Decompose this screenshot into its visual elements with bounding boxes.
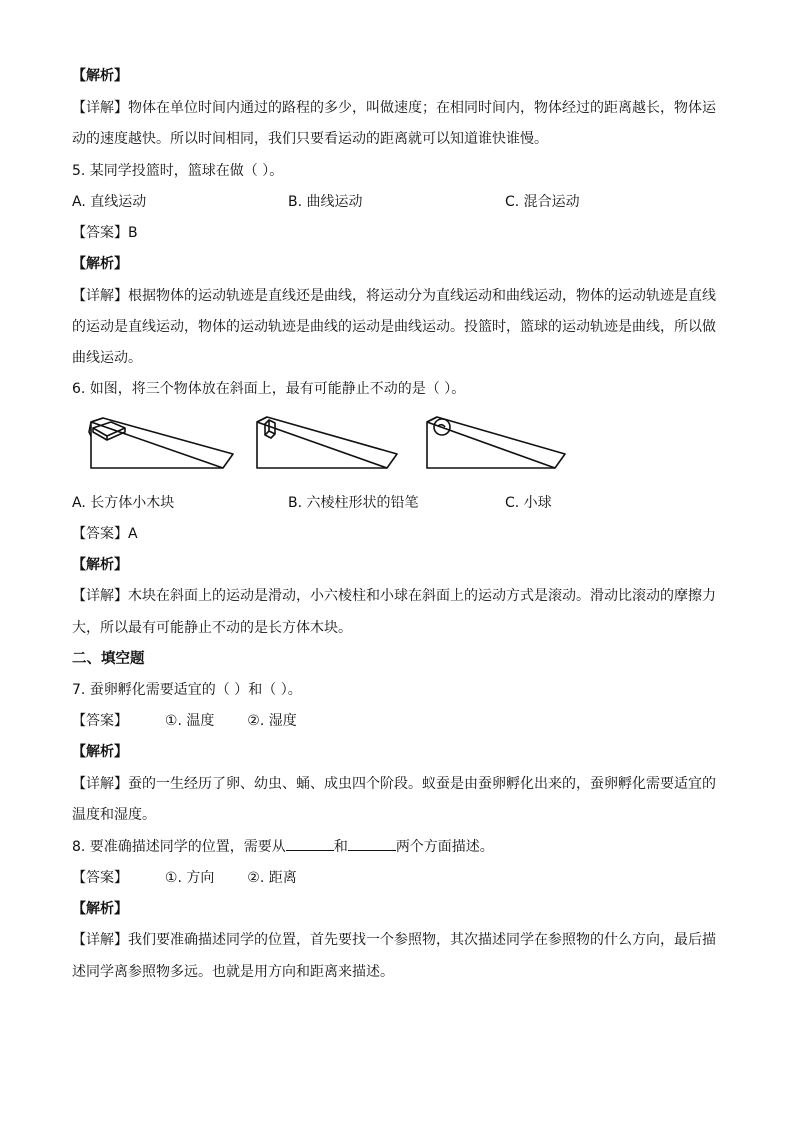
detail-text: 【详解】蚕的一生经历了卵、幼虫、蛹、成虫四个阶段。蚁蚕是由蚕卵孵化出来的，蚕卵孵化需要适宜的: [72, 776, 716, 792]
detail-text: 的运动是直线运动，物体的运动轨迹是曲线的运动是曲线运动。投篮时，篮球的运动轨迹是曲线，所以做: [72, 319, 716, 335]
detail-text: 【详解】根据物体的运动轨迹是直线还是曲线，将运动分为直线运动和曲线运动，物体的运动轨迹是直线: [72, 288, 716, 304]
section-title: 二、填空题: [72, 651, 145, 667]
question-stem: 7. 蚕卵孵化需要适宜的（ ）和（ ）。: [72, 682, 302, 698]
answer-tag: 【答案】: [72, 870, 128, 886]
answer-item: ②. 距离: [247, 870, 297, 886]
analysis-tag: 【解析】: [72, 557, 128, 573]
answer-item: ②. 湿度: [247, 713, 297, 729]
detail-text: 大，所以最有可能静止不动的是长方体木块。: [72, 620, 352, 636]
detail-text: 动的速度越快。所以时间相同，我们只要看运动的距离就可以知道谁快谁慢。: [72, 131, 548, 147]
answer-blank: [286, 836, 334, 851]
option-c: C. 小球: [505, 495, 552, 511]
analysis-tag: 【解析】: [72, 68, 128, 84]
answer: 【答案】A: [72, 526, 138, 542]
answer: 【答案】B: [72, 225, 138, 241]
option-a: A. 直线运动: [72, 194, 147, 210]
answer-item: ①. 方向: [164, 870, 215, 886]
analysis-tag: 【解析】: [72, 901, 128, 917]
analysis-tag: 【解析】: [72, 256, 128, 272]
question-stem: [72, 836, 494, 857]
detail-text: 【详解】我们要准确描述同学的位置，首先要找一个参照物，其次描述同学在参照物的什么方向，最后描: [72, 932, 716, 948]
stem-text: 两个方面描述。: [395, 839, 494, 855]
stem-text: 8. 要准确描述同学的位置，需要从: [72, 839, 286, 855]
option-c: C. 混合运动: [505, 194, 580, 210]
question-stem: 5. 某同学投篮时，篮球在做（ ）。: [72, 163, 284, 179]
detail-text: 述同学离参照物多远。也就是用方向和距离来描述。: [72, 964, 394, 980]
incline-block-figure: [85, 414, 237, 472]
option-b: B. 六棱柱形状的铅笔: [288, 495, 419, 511]
detail-text: 温度和湿度。: [72, 807, 156, 823]
detail-text: 曲线运动。: [72, 350, 142, 366]
answer-blank: [348, 836, 396, 851]
incline-pencil-figure: [253, 414, 403, 472]
answer-item: ①. 温度: [164, 713, 215, 729]
stem-text: 和: [333, 839, 348, 855]
incline-ball-figure: [423, 412, 569, 472]
answer-tag: 【答案】: [72, 713, 128, 729]
answer: [72, 711, 297, 731]
question-stem: 6. 如图，将三个物体放在斜面上，最有可能静止不动的是（ ）。: [72, 381, 466, 397]
option-b: B. 曲线运动: [288, 194, 363, 210]
answer: [72, 868, 297, 888]
detail-text: 【详解】木块在斜面上的运动是滑动，小六棱柱和小球在斜面上的运动方式是滚动。滑动比滚动的摩擦力: [72, 588, 716, 604]
analysis-tag: 【解析】: [72, 744, 128, 760]
option-a: A. 长方体小木块: [72, 495, 175, 511]
detail-text: 【详解】物体在单位时间内通过的路程的多少，叫做速度；在相同时间内，物体经过的距离越长，物体运: [72, 100, 716, 116]
